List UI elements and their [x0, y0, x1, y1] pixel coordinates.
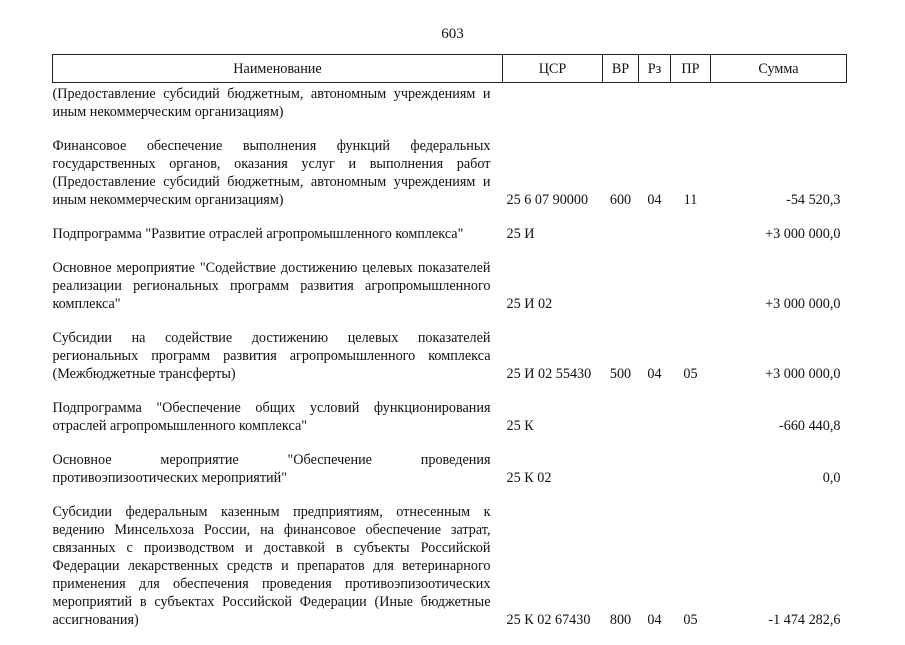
row-sum: +3 000 000,0	[765, 296, 841, 312]
row-name: Основное мероприятие "Содействие достижению целевых показателей реализации региональных программ развития агропромышленного комплекса"	[52, 260, 491, 312]
row-name: Подпрограмма "Обеспечение общих условий функционирования отраслей агропромышленного комплекса"	[52, 400, 491, 434]
row-vr	[603, 399, 639, 451]
table-row	[53, 259, 847, 329]
row-name: Субсидии федеральным казенным предприятиям, отнесенным к ведению Минсельхоза России, на финансовое обеспечение затрат, связанных с производством и доставкой в субъекты Российской Федерации лекарственных средств и препаратов для ветеринарного применения для обеспечения проведения противоэпизоотических мероприятий в субъектах Российской Федерации (Иные бюджетные ассигнования)	[52, 504, 491, 628]
row-rz	[639, 225, 671, 259]
row-sum: -1 474 282,6	[768, 612, 841, 628]
row-rz: 04	[647, 192, 662, 208]
row-csr: 25 И 02	[506, 296, 553, 312]
row-csr: 25 6 07 90000	[506, 192, 589, 208]
row-csr: 25 К 02 67430	[506, 612, 591, 628]
row-csr	[503, 83, 603, 138]
table-row	[53, 503, 847, 645]
row-rz: 04	[647, 612, 662, 628]
table-row	[53, 399, 847, 451]
page-number: 603	[441, 26, 464, 42]
row-pr	[671, 451, 711, 503]
row-vr	[603, 451, 639, 503]
header-rz: Рз	[639, 55, 671, 83]
row-csr: 25 И 02 55430	[506, 366, 592, 382]
row-name: Подпрограмма "Развитие отраслей агропромышленного комплекса"	[52, 226, 464, 242]
row-vr: 500	[609, 366, 632, 382]
row-pr: 11	[683, 192, 698, 208]
row-pr: 05	[683, 366, 698, 382]
row-sum: -660 440,8	[779, 418, 841, 434]
row-vr: 600	[609, 192, 632, 208]
row-vr: 800	[609, 612, 632, 628]
table-row	[53, 225, 847, 259]
row-rz	[639, 259, 671, 329]
table-row	[53, 329, 847, 399]
row-rz	[639, 83, 671, 138]
row-rz	[639, 451, 671, 503]
row-vr	[603, 259, 639, 329]
row-sum: -54 520,3	[786, 192, 841, 208]
table-row	[53, 137, 847, 225]
row-pr: 05	[683, 612, 698, 628]
row-sum: +3 000 000,0	[765, 366, 841, 382]
row-pr	[671, 83, 711, 138]
row-vr	[603, 83, 639, 138]
row-name: Финансовое обеспечение выполнения функций федеральных государственных органов, оказания услуг и выполнения работ (Предоставление субсидий бюджетным, автономным учреждениям и иным некоммерческим организациям)	[52, 138, 491, 208]
row-sum: 0,0	[822, 470, 841, 486]
table-row	[53, 451, 847, 503]
row-sum: +3 000 000,0	[765, 226, 841, 242]
header-vr: ВР	[603, 55, 639, 83]
row-csr: 25 К	[506, 418, 534, 434]
row-name: (Предоставление субсидий бюджетным, автономным учреждениям и иным некоммерческим организациям)	[52, 86, 491, 120]
row-pr	[671, 259, 711, 329]
row-pr	[671, 399, 711, 451]
table-header-row	[53, 55, 847, 83]
row-pr	[671, 225, 711, 259]
header-pr: ПР	[671, 55, 711, 83]
row-csr: 25 К 02	[506, 470, 552, 486]
row-csr: 25 И	[506, 226, 535, 242]
row-rz	[639, 399, 671, 451]
row-vr	[603, 225, 639, 259]
row-rz: 04	[647, 366, 662, 382]
header-csr: ЦСР	[503, 55, 603, 83]
row-sum	[711, 83, 847, 138]
header-name: Наименование	[53, 55, 503, 83]
budget-table	[52, 54, 847, 645]
table-row	[53, 83, 847, 138]
header-sum: Сумма	[711, 55, 847, 83]
row-name: Субсидии на содействие достижению целевых показателей региональных программ развития агропромышленного комплекса (Межбюджетные трансферты)	[52, 330, 491, 382]
row-name: Основное мероприятие "Обеспечение проведения противоэпизоотических мероприятий"	[52, 452, 491, 486]
